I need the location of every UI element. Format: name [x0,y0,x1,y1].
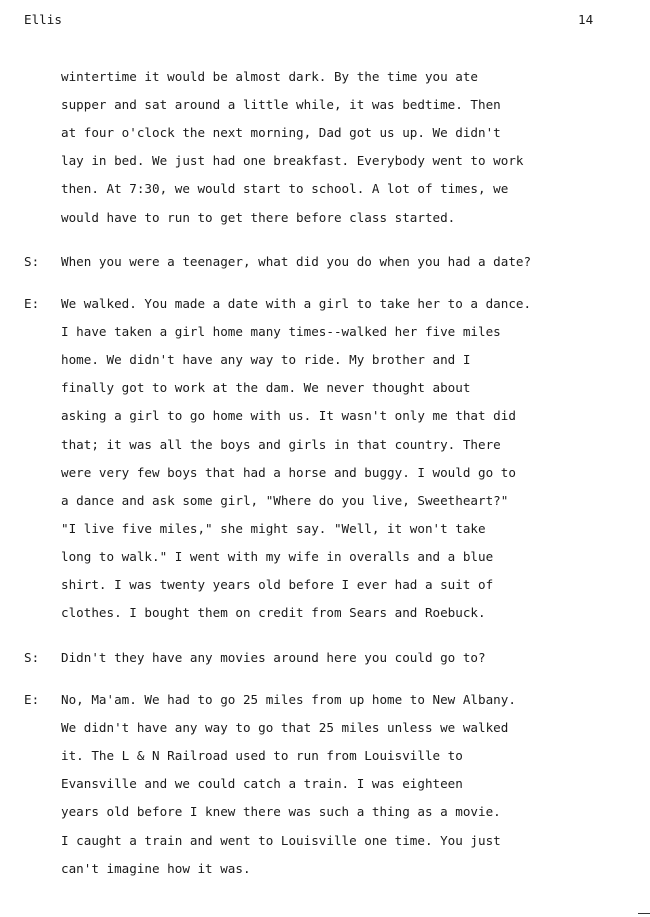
text-line: We didn't have any way to go that 25 miles unless we walked [61,720,509,736]
paragraph [24,650,624,678]
paragraph [24,254,624,282]
text-line: were very few boys that had a horse and buggy. I would go to [61,464,516,480]
text-line: We walked. You made a date with a girl to take her to a dance. [61,296,532,311]
text-line: can't imagine how it was. [61,860,251,876]
text-line: it. The L & N Railroad used to run from Louisville to [61,748,463,764]
text-line: supper and sat around a little while, it was bedtime. Then [61,97,501,113]
text-line: "I live five miles," she might say. "Well, it won't take [61,520,486,536]
text-line: finally got to work at the dam. We never thought about [61,380,471,396]
text-line: asking a girl to go home with us. It wasn't only me that did [61,408,516,424]
text-line: I have taken a girl home many times--walked her five miles [61,324,501,340]
text-line: I caught a train and went to Louisville one time. You just [61,832,501,848]
speaker-label: S: [24,254,40,269]
paragraph [24,69,624,238]
text-line: that; it was all the boys and girls in that country. There [61,436,501,452]
text-line: then. At 7:30, we would start to school. A lot of times, we [61,181,509,197]
text-line: Evansville and we could catch a train. I was eighteen [61,776,463,792]
text-line: would have to run to get there before class started. [61,209,456,225]
text-line: years old before I knew there was such a thing as a movie. [61,804,501,820]
header-name: Ellis [24,12,62,27]
text-line: No, Ma'am. We had to go 25 miles from up home to New Albany. [61,692,516,707]
text-line: shirt. I was twenty years old before I ever had a suit of [61,577,494,592]
text-line: at four o'clock the next morning, Dad got us up. We didn't [61,125,501,141]
speaker-label: E: [24,692,40,707]
text-line: home. We didn't have any way to ride. My brother and I [61,352,471,368]
corner-mark [638,913,650,914]
paragraph [24,692,624,889]
text-line: Didn't they have any movies around here you could go to? [61,650,486,665]
speaker-label: E: [24,296,40,311]
text-line: a dance and ask some girl, "Where do you live, Sweetheart?" [61,492,509,508]
text-line: When you were a teenager, what did you do when you had a date? [61,254,532,269]
paragraph [24,296,624,633]
speaker-label: S: [24,650,40,665]
text-line: lay in bed. We just had one breakfast. Everybody went to work [61,153,524,169]
text-line: long to walk." I went with my wife in overalls and a blue [61,548,494,564]
page-number: 14 [578,12,594,27]
text-line: wintertime it would be almost dark. By the time you ate [61,69,479,84]
text-line: clothes. I bought them on credit from Sears and Roebuck. [61,605,486,621]
